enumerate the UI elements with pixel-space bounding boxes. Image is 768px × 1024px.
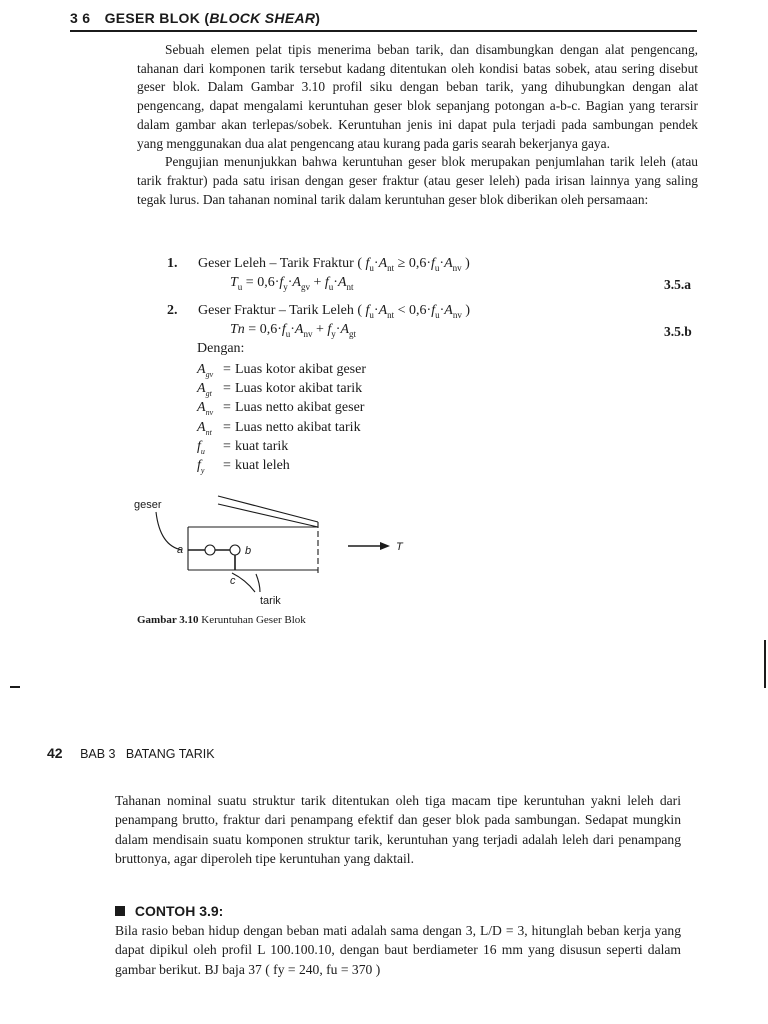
example-text bbox=[115, 921, 681, 979]
bolt-hole-a bbox=[205, 545, 215, 555]
header-title-italic: BLOCK SHEAR bbox=[209, 10, 316, 26]
intro-text bbox=[137, 41, 698, 209]
geser-region-line-1 bbox=[218, 496, 318, 522]
geser-region-line-2 bbox=[218, 504, 318, 527]
square-bullet-icon bbox=[115, 906, 125, 916]
definition-row: $A_{gv}$ = Luas kotor akibat geser bbox=[197, 362, 367, 379]
page-2-paragraph: Tahanan nominal suatu struktur tarik ditentukan oleh tiga macam tipe keruntuhan yakni leleh dari penampang brutto, fraktur dari penampang efektif dan geser blok pada sambungan. Sedapat mungkin dalam mendisain suatu komponen struktur tarik, keruntuhan yang terjadi adalah leleh dari penampang bruttonya, agar diperoleh tipe keruntuhan yang daktail. bbox=[115, 793, 681, 866]
definition-row: $A_{gt}$ = Luas kotor akibat tarik bbox=[197, 381, 363, 398]
page-header: 3 6 GESER BLOK (BLOCK SHEAR) bbox=[70, 10, 321, 26]
label-c: c bbox=[230, 575, 236, 587]
figure-caption bbox=[137, 614, 306, 626]
equation-3-5-a: $T_u = 0,6\cdot f_y\cdot A_{gv} + f_u\cdot A_{nt}$ bbox=[230, 275, 354, 292]
label-a: a bbox=[177, 544, 184, 556]
label-tarik: tarik bbox=[260, 595, 281, 607]
equation-label-3-5-a: 3.5.a bbox=[664, 277, 691, 292]
chapter-title: BAB 3 BATANG TARIK bbox=[80, 747, 215, 761]
example-heading bbox=[115, 903, 223, 919]
page-number: 42 bbox=[47, 745, 63, 761]
bolt-hole-b bbox=[230, 545, 240, 555]
header-title: GESER BLOK bbox=[104, 10, 201, 26]
margin-mark bbox=[10, 686, 20, 688]
definition-row: $f_y$ = kuat leleh bbox=[197, 457, 290, 475]
item-2-text: Geser Fraktur – Tarik Leleh bbox=[198, 303, 354, 318]
item-2-title: Geser Fraktur – Tarik Leleh ( $f_u\cdot A_{nt} < 0,6\cdot f_u\cdot A_{nv}$ ) bbox=[198, 303, 470, 320]
page-2-header bbox=[47, 745, 215, 761]
right-edge-mark bbox=[764, 640, 766, 688]
page-2-text bbox=[115, 791, 681, 868]
label-b: b bbox=[245, 545, 252, 557]
definition-row: $A_{nv}$ = Luas netto akibat geser bbox=[197, 400, 365, 418]
dengan-label: Dengan: bbox=[197, 341, 245, 356]
item-1-number: 1. bbox=[167, 256, 178, 271]
label-T: T bbox=[396, 541, 403, 553]
definition-row: $A_{nt}$ = Luas netto akibat tarik bbox=[197, 419, 361, 437]
item-1-text: Geser Leleh – Tarik Fraktur bbox=[198, 256, 354, 271]
paragraph-1: Sebuah elemen pelat tipis menerima beban tarik, dan disambungkan dengan alat pengencang, tahanan dari komponen tarik tersebut kadang ditentukan oleh kondisi batas sobek, atau sering disebut geser blok. Dalam Gambar 3.10 profil siku dengan beban tarik, yang dihubungkan dengan alat pengencang, dapat mengalami keruntuhan geser blok sepanjang potongan a-b-c. Bagian yang terarsir dalam gambar akan terlepas/sobek. Keruntuhan jenis ini dapat pula terjadi pada sambungan pendek yang menggunakan dua alat pengencang atau kurang pada garis searah bekerjanya gaya. bbox=[137, 42, 698, 151]
item-2-number: 2. bbox=[167, 303, 178, 318]
header-rule bbox=[70, 30, 697, 32]
tarik-leader-2 bbox=[256, 574, 260, 592]
label-geser: geser bbox=[134, 499, 162, 511]
block-shear-figure bbox=[120, 490, 420, 615]
equation-label-3-5-b: 3.5.b bbox=[664, 324, 692, 339]
example-title: CONTOH 3.9: bbox=[134, 903, 224, 919]
caption-text: Keruntuhan Geser Blok bbox=[201, 614, 306, 626]
paragraph-2: Pengujian menunjukkan bahwa keruntuhan geser blok merupakan penjumlahan tarik leleh (atau tarik fraktur) pada satu irisan dengan geser fraktur (atau geser leleh) pada irisan lainnya yang saling tegak lurus. Dan tahanan nominal tarik dalam keruntuhan geser blok diberikan oleh persamaan: bbox=[137, 154, 698, 207]
header-page-number: 3 6 bbox=[70, 10, 91, 26]
equation-3-5-b: $Tn = 0,6\cdot f_u\cdot A_{nv} + f_y\cdot A_{gt}$ bbox=[230, 322, 357, 339]
definitions-list bbox=[197, 362, 366, 477]
force-arrowhead bbox=[380, 542, 390, 550]
caption-number: Gambar 3.10 bbox=[137, 614, 199, 626]
example-paragraph: Bila rasio beban hidup dengan beban mati adalah sama dengan 3, L/D = 3, hitunglah beban kerja yang dapat dipikul oleh profil L 100.100.10, dengan baut berdiameter 16 mm yang disusun seperti dalam gambar berikut. BJ baja 37 ( fy = 240, fu = 370 ) bbox=[115, 923, 681, 977]
definition-row: $f_u$ = kuat tarik bbox=[197, 438, 289, 456]
item-1-title: Geser Leleh – Tarik Fraktur ( $f_u\cdot A_{nt} \ge 0,6\cdot f_u\cdot A_{nv}$ ) bbox=[198, 256, 470, 273]
